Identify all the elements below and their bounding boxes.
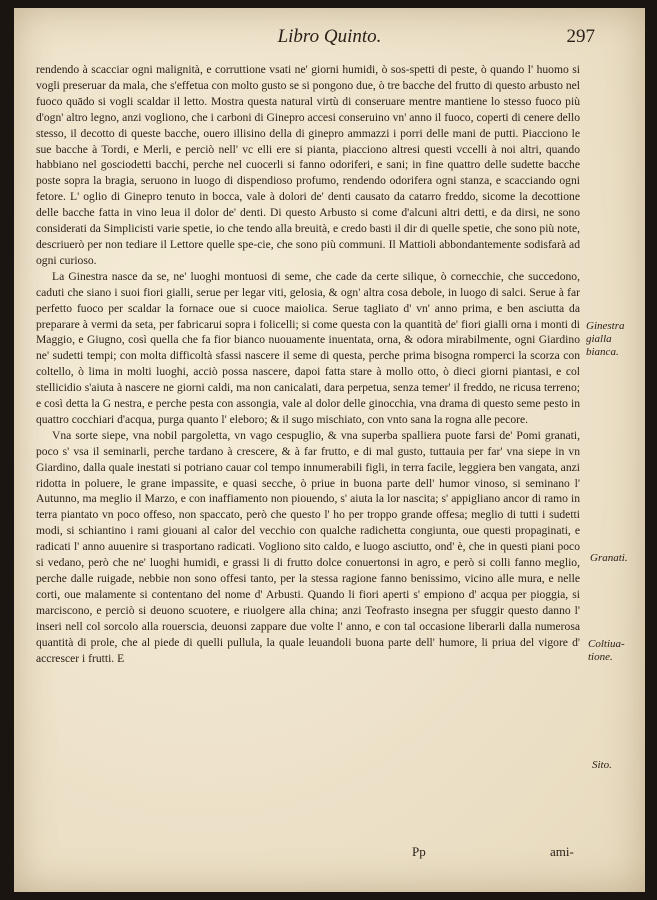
running-title: Libro Quinto. bbox=[277, 26, 382, 47]
paragraph-ginestra: La Ginestra nasce da se, ne' luoghi montuosi di seme, che cade da certe silique, ò cornecchie, che succedono, caduti che siano i suoi fiori gialli, serue per legar viti, gelosia, & ogn' altra cosa debole, in luogo di salci. Serue à far perfetto fuoco per scaldar la fornace oue si cuoce maiolica. Serue tagliato d' vn' anno prima, e ben asciutta da preparare à vermi da seta, per fabricarui sopra i folicelli; si come questa con la quantità de' fiori gialli orna i monti di Maggio, e Giugno, così quella che fa fior bianco nuouamente inuentata, orna, & odora mirabilmente, ogni Giardino ne' sudetti tempi; con molta difficoltà sfassi nascere il seme di questa, perche prima bisogna romperci la scorza con coltello, ò lima in molti luoghi, acciò possa nascere, dapoi fatta stare à mollo otto, ò dieci giorni piantasi, e col stellicidio s'aiuta à nascere ne giorni caldi, ma non canicalati, dara perpetua, senza temer' il freddo, ne ricusa terreno; e così detta la G nestra, e perche pesta con assongia, vale al dolor delle ginocchia, vna drama di questo seme pesto in quattro cocchiari d'acqua, purga quanto l' eleboro; & il sugo mischiato, con vnto sana la rogna alle pecore. bbox=[36, 269, 580, 426]
page-footer bbox=[14, 844, 645, 864]
margin-note-ginestra: Ginestra gialla bianca. bbox=[586, 320, 625, 358]
paragraph-granati: Vna sorte siepe, vna nobil pargoletta, vn vago cespuglio, & vna superba spalliera puote farsi de' Pomi granati, poco s' vsa il seminarli, perche tardano à crescere, & à far frutto, e di mal gusto, tuttauia per far' vna siepe in vn Giardino, dalla quale inestati si potriano cauar col tempo innumerabili figli, in terra facile, leggiera ben vangata, anzi ridotta in poluere, le grane impassite, e quasi secche, ò priue in buona parte dell' humor vinoso, si seminano l' Autunno, ma meglio il Marzo, e con inaffiamento non piouendo, s' aiuta la lor nascita; s' appigliano ancor di ramo in terra piantato vn poco offeso, non spaccato, però che questo l' ho per troppo grande offesa; meglio di tutti i sudetti modi, si schiantino i rami giouani al calor del vecchio con qualche radichetta congiunta, oue questi propaginati, e radicati l' anno auuenire si trasportano radicati. Vogliono sito caldo, e luogo asciutto, ond' è, che in questi piani poco si vedano, però che ne' luoghi humidi, e grassi li di frutto dolce conuertonsi in agro, e però si colli fanno meglio, perche dalle ruigade, nebbie non sono offesi tanto, per la stessa ragione fanno benissimo, vicino alle mura, e nelle corti, oue malamente si contentano del nome d' Arbusti. Quando li fiori aperti s' empiono d' acqua per pioggia, si marciscono, e perciò si deuono scuotere, e riuolgere alla china; anzi Teofrasto insegna per sfuggir questo danno l' inseri nell col sorcolo alla rouerscia, deuonsi zappare due volte l' anno, e con tal occasione liberarli dalla numerosa quantità di prole, che al piede di quelli pullula, la quale leuandoli buona parte dell' humore, li priua del vigore d' accrescer i frutti. E bbox=[36, 428, 580, 665]
signature-mark: Pp bbox=[412, 844, 426, 859]
book-page bbox=[14, 8, 645, 892]
margin-notes bbox=[14, 8, 645, 892]
catchword: ami- bbox=[550, 844, 574, 859]
margin-note-sito: Sito. bbox=[592, 759, 612, 771]
margin-note-granati: Granati. bbox=[590, 552, 628, 564]
paragraph-ginepro: rendendo à scacciar ogni malignità, e corruttione vsati ne' giorni humidi, ò sos-spetti di peste, ò quando l' huomo si vogli preseruar da mala, che s'effetua con molto gusto se si pongono due, ò tre bacche del frutto di questo arbusto nel fuoco quādo si vogli scaldar il letto. Mostra questa natural virtù di conseruare mentre mantiene lo stesso fuoco più d'ogn' altro legno, anzi vogliono, che i carboni di Ginepro accesi conseruino vn' anno il fuoco, coperti di cenere dello stesso, il decotto di queste bacche, ouero illisino della di ginepro ammazzi i porri delle mani de putti. Piacciono le sue bacche à Tordi, e Merli, e perciò nell' vc elli ere si pianta, piacciono altresi questi vccelli à noi altri, quando habbiano nel gosciodetti bacchi, perche nel cuocerli si fanno odoriferi, e sani; in fine quattro delle sudette bacche poste sopra la bragia, seruono in luogo di dispendioso profumo, rendendo odorifera ogni stanza, e scacciando ogni fetore. L' oglio di Ginepro tenuto in bocca, vale à dolori de' denti causato da catarro freddo, sicome la decottione delle bacche fatta in vino leua il dolor de' denti. Di questo Arbusto si come d'alcuni altri detti, e da dirsi, ne sono considerati da Simplicisti varie spetie, io che tendo alla breuità, e credo basti il dir di quelle spetie, che sono più note, descriuerò per non tediare il Lettore quelle spe-cie, che sono più communi. Il Mattioli abbondantemente sodisfarà ad ogni curioso. bbox=[36, 63, 580, 267]
page-number: 297 bbox=[566, 26, 595, 47]
margin-note-coltivatione: Coltiua- tione. bbox=[588, 638, 625, 663]
